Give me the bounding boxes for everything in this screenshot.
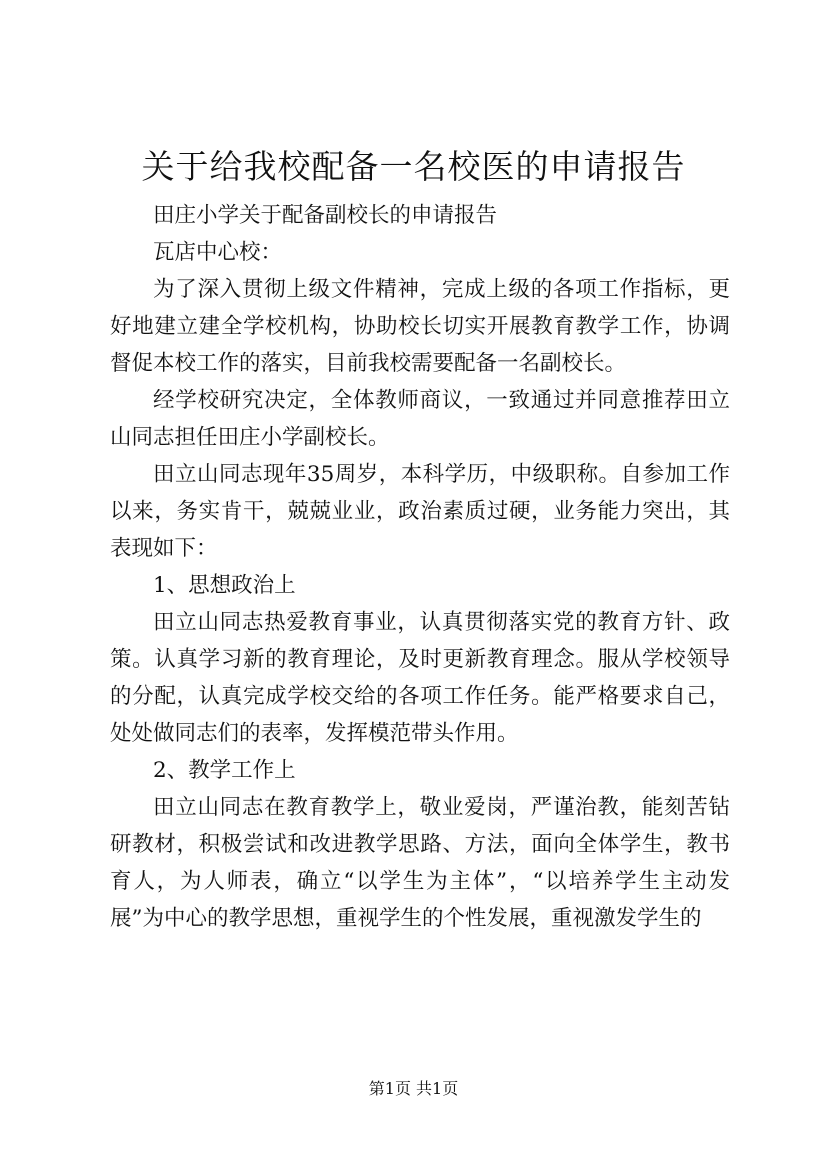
body-paragraph: 田立山同志现年35周岁，本科学历，中级职称。自参加工作以来，务实肯干，兢兢业业，政治素质过硬，业务能力突出，其表现如下：: [110, 462, 730, 561]
document-body: [110, 197, 730, 937]
section-heading: 1、思想政治上: [153, 573, 296, 598]
salutation-paragraph: 瓦店中心校：: [153, 240, 283, 265]
document-title: 关于给我校配备一名校医的申请报告: [141, 147, 686, 186]
body-paragraph: 田立山同志在教育教学上，敬业爱岗，严谨治教，能刻苦钻研教材，积极尝试和改进教学思路、方法，面向全体学生，教书育人，为人师表，确立“以学生为主体”，“以培养学生主动发展”为中心的教学思想，重视学生的个性发展，重视激发学生的: [110, 795, 730, 931]
page-footer: 第1页 共1页: [368, 1079, 459, 1098]
body-paragraph: 为了深入贯彻上级文件精神，完成上级的各项工作指标，更好地建立建全学校机构，协助校长切实开展教育教学工作，协调督促本校工作的落实，目前我校需要配备一名副校长。: [110, 277, 730, 376]
subtitle-paragraph: 田庄小学关于配备副校长的申请报告: [153, 203, 498, 228]
section-heading: 2、教学工作上: [153, 758, 296, 783]
body-paragraph: 田立山同志热爱教育事业，认真贯彻落实党的教育方针、政策。认真学习新的教育理论，及时更新教育理念。服从学校领导的分配，认真完成学校交给的各项工作任务。能严格要求自己，处处做同志们的表率，发挥模范带头作用。: [110, 610, 730, 746]
body-paragraph: 经学校研究决定，全体教师商议，一致通过并同意推荐田立山同志担任田庄小学副校长。: [110, 388, 730, 450]
